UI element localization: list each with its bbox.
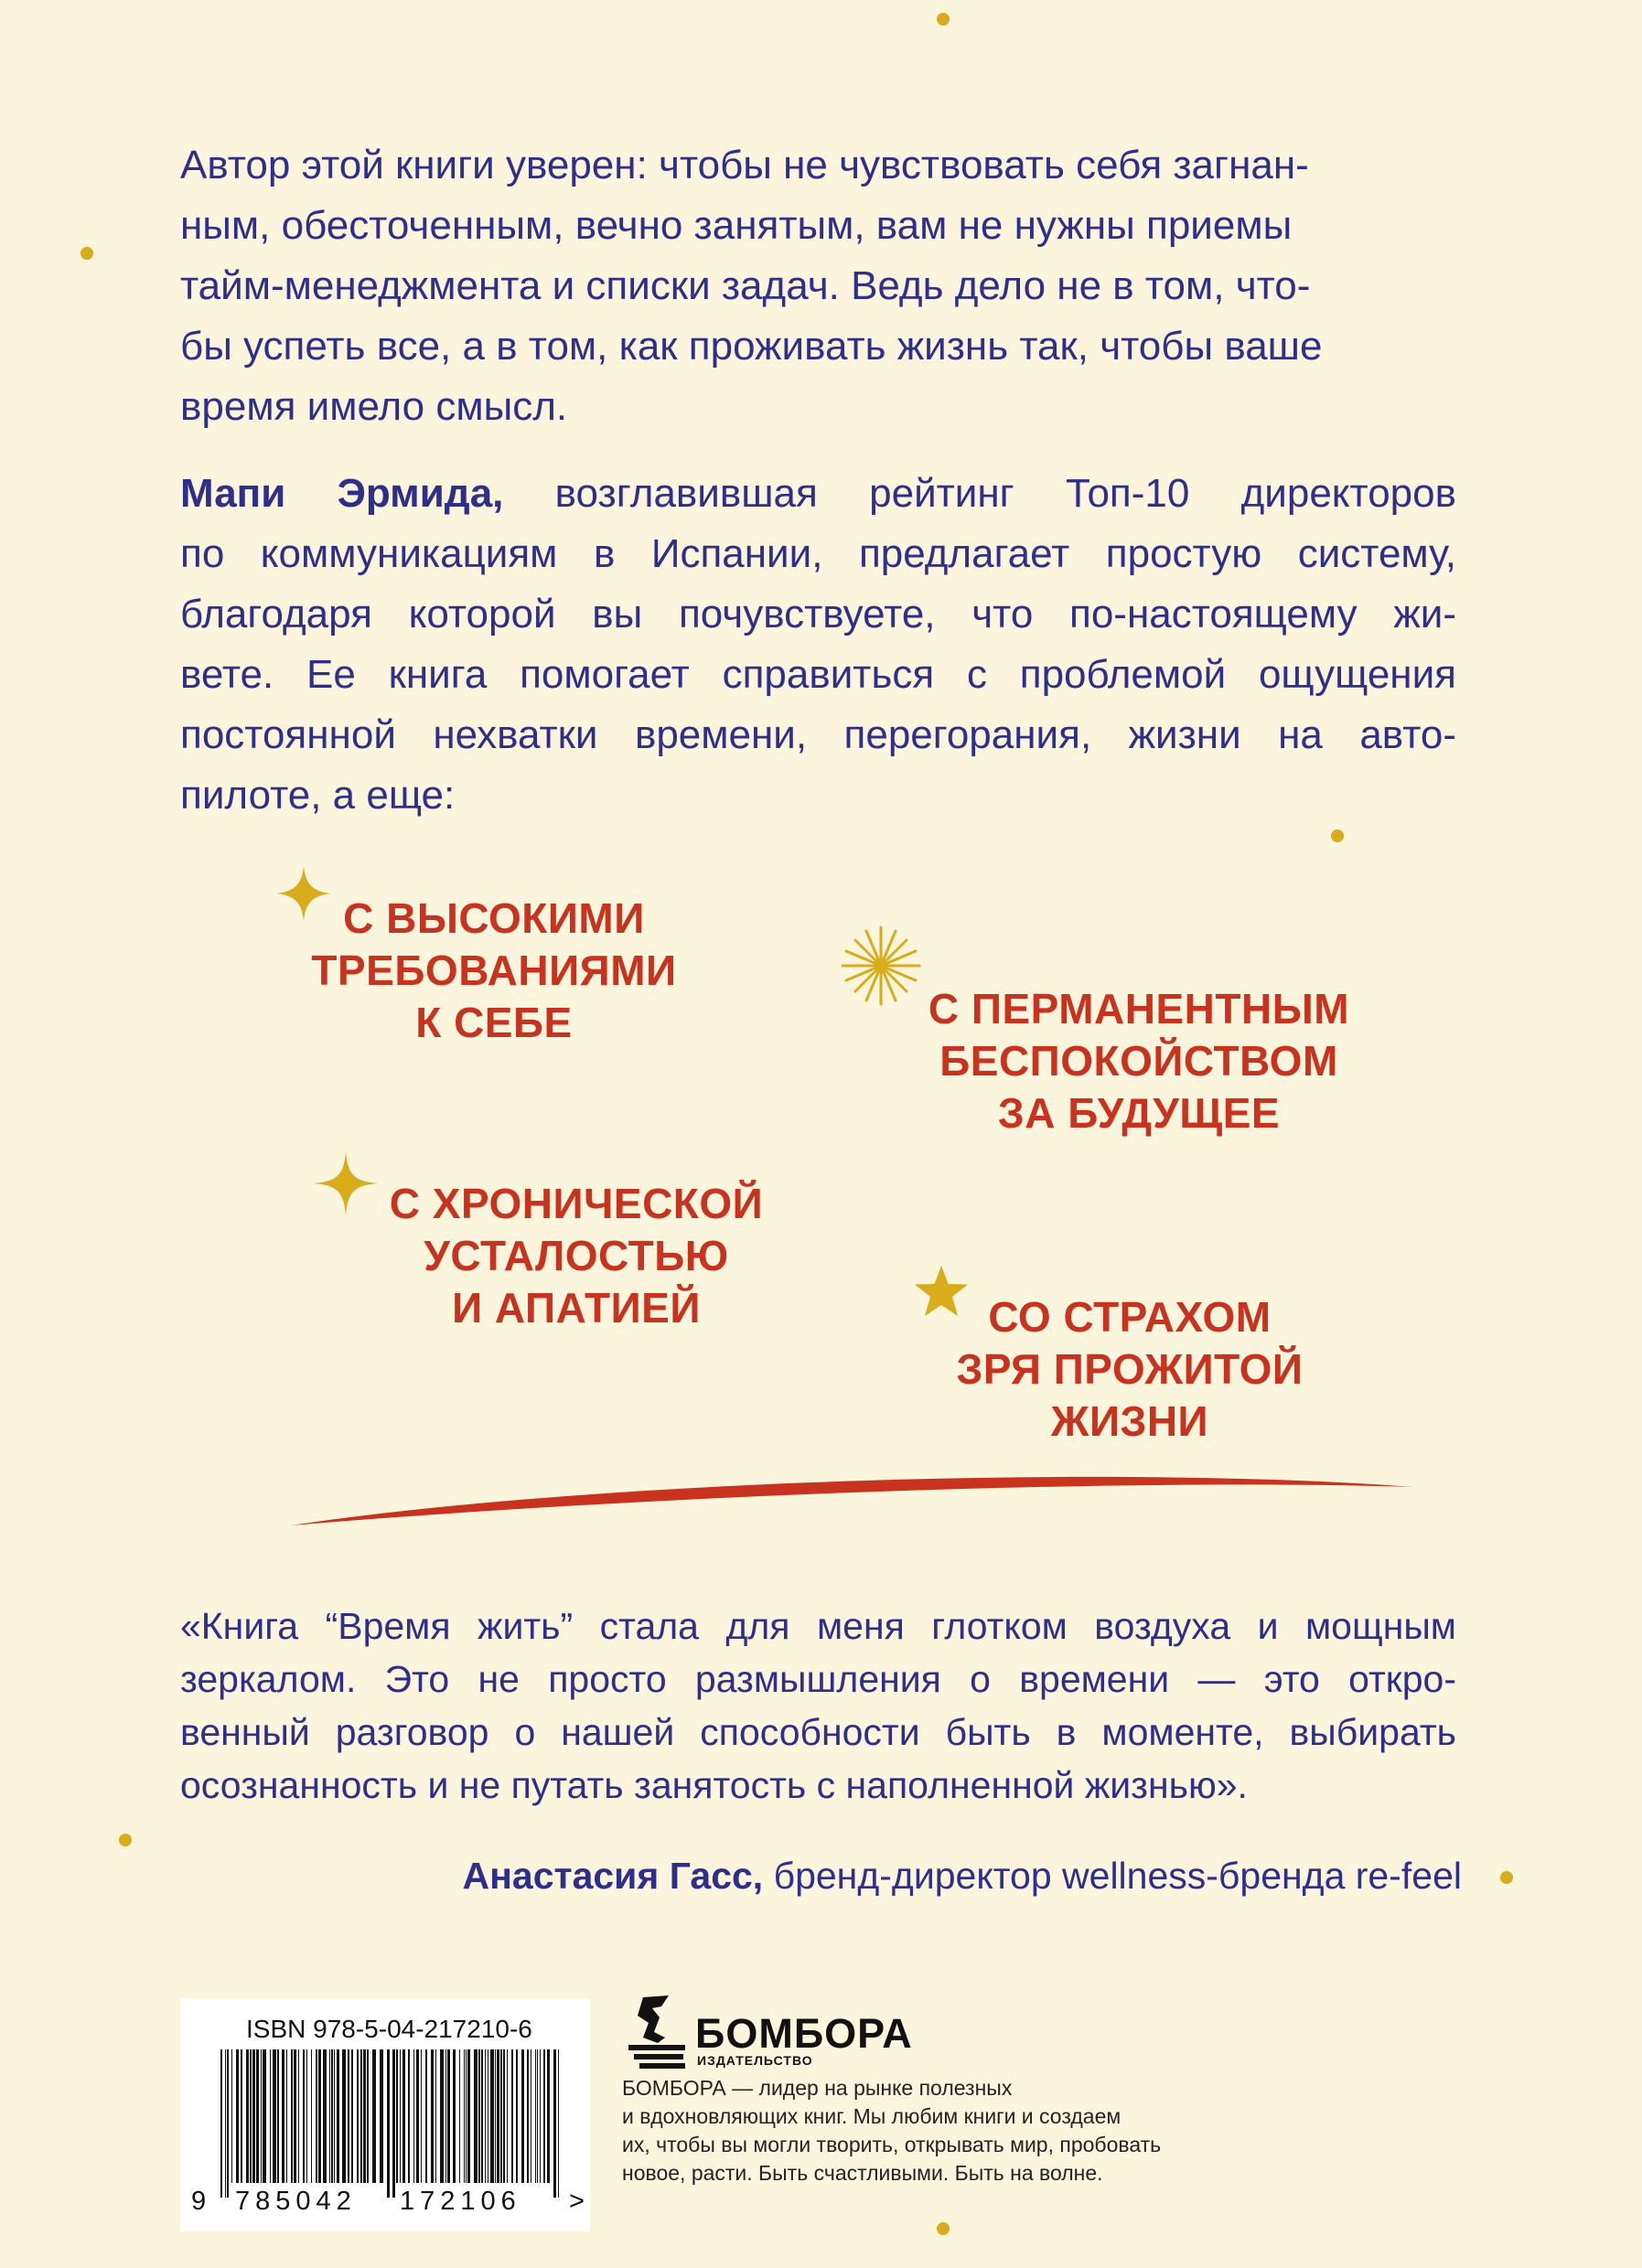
intro-line: бы успеть все, а в том, как проживать жизнь так, чтобы ваше: [180, 324, 1323, 369]
barcode-bar: [342, 2049, 346, 2183]
intro-line: тайм-менеджмента и списки задач. Ведь дело не в том, что-: [180, 263, 1311, 308]
barcode-bar: [220, 2049, 222, 2198]
feature-line: С ВЫСОКИМИ: [343, 894, 645, 942]
barcode-bar: [500, 2049, 502, 2183]
barcode-bar: [485, 2049, 486, 2183]
feature-line: УСТАЛОСТЬЮ: [424, 1232, 729, 1279]
author-line: благодаря которой вы почувствуете, что по-настоящему жи-: [180, 592, 1456, 637]
barcode-bar: [225, 2049, 226, 2198]
barcode-bar: [231, 2049, 232, 2183]
barcode-bar: [360, 2049, 362, 2183]
barcode-bar: [547, 2049, 550, 2183]
barcode-bar: [273, 2049, 276, 2183]
barcode-bar: [348, 2049, 349, 2183]
barcode-bar: [440, 2049, 444, 2183]
barcode-bar: [400, 2049, 401, 2183]
barcode-bar: [256, 2049, 259, 2183]
barcode-bar: [294, 2049, 296, 2183]
quote-line: осознанность и не путать занятость с наполненной жизнью».: [180, 1764, 1248, 1806]
publisher-name: БОМБОРА: [695, 2010, 913, 2057]
barcode-bar: [474, 2049, 478, 2183]
decor-dot: [937, 2222, 950, 2235]
barcode-bar: [425, 2049, 427, 2183]
barcode-digits-left: 785042: [235, 2187, 357, 2216]
barcode-bar: [511, 2049, 513, 2183]
barcode-bar: [490, 2049, 494, 2183]
barcode-bar: [535, 2049, 536, 2183]
barcode-bar: [372, 2049, 376, 2183]
barcode-bar: [431, 2049, 434, 2183]
barcode-bar: [270, 2049, 271, 2183]
barcode-bar: [447, 2049, 450, 2183]
intro-line: Автор этой книги уверен: чтобы не чувствовать себя загнан-: [180, 143, 1309, 187]
barcode-bar: [459, 2049, 460, 2183]
barcode-bar: [306, 2049, 307, 2183]
barcode-bar: [291, 2049, 293, 2183]
feature-chronic-fatigue: [380, 1178, 773, 1334]
barcode-bar: [334, 2049, 335, 2183]
barcode-bar: [421, 2049, 422, 2183]
barcode-bar: [363, 2049, 366, 2183]
sparkle-burst-icon: [839, 924, 923, 1008]
feature-line: ЗА БУДУЩЕЕ: [997, 1089, 1281, 1137]
barcode-bar: [323, 2049, 327, 2183]
barcode-digit-first: 9: [191, 2187, 207, 2216]
feature-line: БЕСПОКОЙСТВОМ: [939, 1037, 1338, 1085]
intro-paragraph: [180, 135, 1456, 437]
attribution-name: Анастасия Гасс,: [462, 1855, 764, 1897]
decor-dot: [119, 1834, 132, 1846]
author-line: вете. Ее книга помогает справиться с проблемой ощущения: [180, 652, 1456, 697]
author-name: Мапи Эрмида,: [180, 471, 504, 516]
quote-attribution: [463, 1849, 1462, 1902]
barcode-bar: [387, 2049, 390, 2198]
decor-dot: [1500, 1871, 1513, 1884]
testimonial-quote: [180, 1599, 1456, 1812]
barcode-bar: [516, 2049, 518, 2183]
barcode-bar: [318, 2049, 321, 2183]
publisher-line: и вдохновляющих книг. Мы любим книги и создаем: [622, 2104, 1121, 2128]
barcode-bar: [466, 2049, 467, 2183]
barcode-bar: [392, 2049, 395, 2198]
publisher-line: новое, расти. Быть счастливыми. Быть на волне.: [622, 2161, 1103, 2185]
barcode-bar: [408, 2049, 410, 2183]
barcode-bar: [263, 2049, 266, 2183]
feature-permanent-anxiety: [915, 983, 1363, 1139]
barcode-bar: [303, 2049, 305, 2183]
feature-line: ЗРЯ ПРОЖИТОЙ: [956, 1345, 1304, 1393]
feature-fear-wasted-life: [942, 1291, 1317, 1448]
barcode-bar: [357, 2049, 359, 2183]
barcode-bar: [416, 2049, 419, 2183]
author-line: пилоте, а еще:: [180, 773, 456, 818]
barcode-bar: [527, 2049, 529, 2183]
barcode-bar: [227, 2049, 229, 2198]
intro-line: время имело смысл.: [180, 384, 568, 429]
four-point-star-icon: [311, 1149, 381, 1218]
feature-high-demands: [302, 893, 686, 1049]
barcode-bar: [478, 2049, 480, 2183]
barcode-bar: [250, 2049, 252, 2183]
barcode-bar: [467, 2049, 470, 2183]
author-first-line: [180, 464, 1456, 524]
barcode-bar: [464, 2049, 465, 2183]
barcode-bar: [380, 2049, 383, 2183]
feature-line: К СЕБЕ: [415, 999, 573, 1046]
feature-line: ТРЕБОВАНИЯМИ: [311, 947, 677, 994]
barcode-bar: [503, 2049, 505, 2183]
barcode-bar: [282, 2049, 284, 2183]
barcode-block: [180, 1998, 590, 2231]
barcode-bar: [329, 2049, 330, 2183]
intro-line: ным, обесточенным, вечно занятым, вам не нужны приемы: [180, 203, 1293, 248]
barcode-bar: [537, 2049, 538, 2183]
author-line: постоянной нехватки времени, перегорания, жизни на авто-: [180, 712, 1456, 757]
barcode-bar: [246, 2049, 249, 2183]
red-swoosh-divider: [0, 1463, 1642, 1546]
barcode-bar: [497, 2049, 499, 2183]
barcode-digits-right: 172106: [400, 2187, 521, 2216]
barcode-bar: [481, 2049, 483, 2183]
barcode-bar: [402, 2049, 405, 2183]
publisher-line: их, чтобы вы могли творить, открывать мир, пробовать: [622, 2133, 1162, 2156]
barcode-bar: [453, 2049, 456, 2183]
barcode-bar: [540, 2049, 541, 2183]
barcode-bar: [367, 2049, 369, 2183]
barcode-bar: [495, 2049, 496, 2183]
barcode-bars: [217, 2049, 564, 2205]
barcode-bar: [351, 2049, 353, 2183]
barcode-bar: [316, 2049, 317, 2183]
barcode-bar: [277, 2049, 279, 2183]
barcode-bar: [507, 2049, 508, 2183]
barcode-bar: [558, 2049, 559, 2198]
attribution-role: бренд-директор wellness-бренда re-feel: [763, 1855, 1462, 1897]
publisher-line: БОМБОРА — лидер на рынке полезных: [622, 2076, 1013, 2100]
barcode-bar: [261, 2049, 262, 2183]
barcode-bar: [311, 2049, 312, 2183]
feature-line: СО СТРАХОМ: [988, 1293, 1272, 1341]
barcode-bar: [445, 2049, 446, 2183]
quote-line: зеркалом. Это не просто размышления о времени — это откро-: [180, 1658, 1456, 1700]
barcode-bar: [521, 2049, 524, 2183]
barcode-bar: [331, 2049, 333, 2183]
barcode-bar: [252, 2049, 255, 2183]
barcode-bar: [286, 2049, 287, 2183]
barcode-bar: [553, 2049, 556, 2198]
barcode-end-mark: >: [569, 2187, 585, 2216]
author-line: по коммуникациям в Испании, предлагает простую систему,: [180, 531, 1456, 576]
barcode-bar: [241, 2049, 242, 2183]
author-paragraph: [180, 464, 1456, 826]
author-first-line-rest: возглавившая рейтинг Топ-10 директоров: [503, 471, 1456, 516]
barcode-bar: [435, 2049, 436, 2183]
isbn-text: ISBN 978-5-04-217210-6: [246, 2015, 532, 2043]
barcode-bar: [413, 2049, 414, 2183]
bombora-logo-icon: [625, 1994, 689, 2072]
barcode-bar: [396, 2049, 398, 2183]
barcode-bar: [337, 2049, 339, 2183]
feature-line: С ХРОНИЧЕСКОЙ: [389, 1180, 764, 1227]
feature-line: С ПЕРМАНЕНТНЫМ: [928, 985, 1350, 1032]
publisher-description: [622, 2074, 1207, 2188]
decor-dot: [937, 13, 950, 26]
barcode-bar: [298, 2049, 299, 2183]
feature-line: ЖИЗНИ: [1050, 1397, 1209, 1445]
quote-line: венный разговор о нашей способности быть в моменте, выбирать: [180, 1711, 1456, 1753]
barcode-bar: [543, 2049, 545, 2183]
decor-dot: [80, 247, 93, 260]
publisher-subtitle: ИЗДАТЕЛЬСТВО: [697, 2053, 813, 2068]
decor-dot: [1331, 829, 1344, 842]
barcode-bar: [236, 2049, 239, 2183]
quote-line: «Книга “Время жить” стала для меня глотком воздуха и мощным: [180, 1605, 1456, 1647]
feature-line: И АПАТИЕЙ: [452, 1284, 701, 1332]
